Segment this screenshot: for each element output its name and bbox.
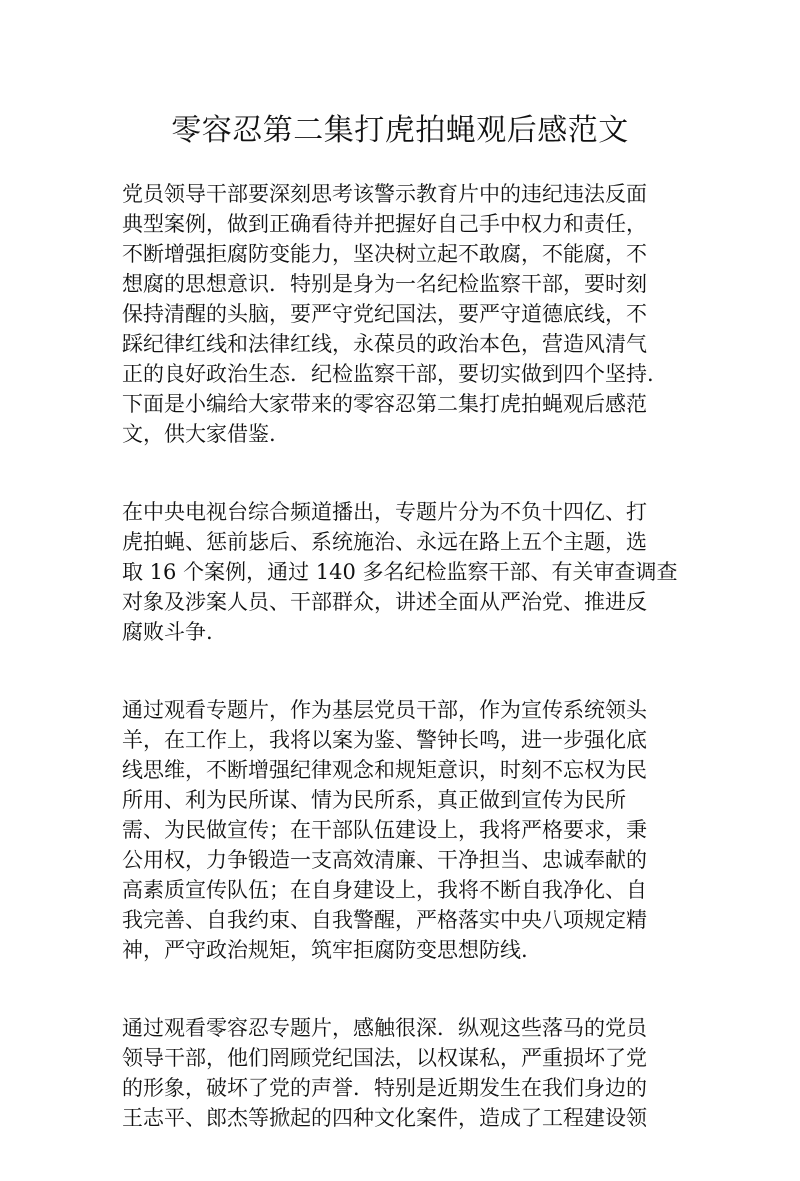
text-line: 腐败斗争. bbox=[122, 620, 213, 644]
document-title: 零容忍第二集打虎拍蝇观后感范文 bbox=[171, 113, 629, 148]
text-line: 通过观看零容忍专题片，感触很深．纵观这些落马的党员 bbox=[122, 1016, 647, 1040]
text-line: 党员领导干部要深刻思考该警示教育片中的违纪违法反面 bbox=[122, 182, 647, 206]
text-line: 高素质宣传队伍；在自身建设上，我将不断自我净化、自 bbox=[122, 878, 647, 902]
paragraph-1 bbox=[122, 179, 678, 449]
text-line: 典型案例，做到正确看待并把握好自己手中权力和责任， bbox=[122, 212, 647, 236]
text-line: 需、为民做宣传；在干部队伍建设上，我将严格要求，秉 bbox=[122, 818, 647, 842]
text-line: 踩纪律红线和法律红线，永葆员的政治本色，营造风清气 bbox=[122, 332, 647, 356]
text-line: 想腐的思想意识．特别是身为一名纪检监察干部，要时刻 bbox=[122, 272, 647, 296]
text-line: 线思维，不断增强纪律观念和规矩意识，时刻不忘权为民 bbox=[122, 758, 647, 782]
text-line: 所用、利为民所谋、情为民所系，真正做到宣传为民所 bbox=[122, 788, 626, 812]
text-line: 在中央电视台综合频道播出，专题片分为不负十四亿、打 bbox=[122, 500, 647, 524]
text-line: 王志平、郎杰等掀起的四种文化案件，造成了工程建设领 bbox=[122, 1106, 647, 1130]
text-line: 羊，在工作上，我将以案为鉴、警钟长鸣，进一步强化底 bbox=[122, 728, 647, 752]
text-line: 不断增强拒腐防变能力，坚决树立起不敢腐，不能腐，不 bbox=[122, 242, 647, 266]
text-line: 下面是小编给大家带来的零容忍第二集打虎拍蝇观后感范 bbox=[122, 392, 647, 416]
paragraph-2 bbox=[122, 497, 678, 647]
document-body bbox=[122, 179, 678, 1181]
paragraph-3 bbox=[122, 695, 678, 965]
text-line: 虎拍蝇、惩前毖后、系统施治、永远在路上五个主题，选 bbox=[122, 530, 647, 554]
text-line: 文，供大家借鉴. bbox=[122, 422, 276, 446]
text-line: 我完善、自我约束、自我警醒，严格落实中央八项规定精 bbox=[122, 908, 647, 932]
text-line: 领导干部，他们罔顾党纪国法，以权谋私，严重损坏了党 bbox=[122, 1046, 647, 1070]
text-line: 神，严守政治规矩，筑牢拒腐防变思想防线. bbox=[122, 938, 528, 962]
text-line: 对象及涉案人员、干部群众，讲述全面从严治党、推进反 bbox=[122, 590, 647, 614]
text-line: 公用权，力争锻造一支高效清廉、干净担当、忠诚奉献的 bbox=[122, 848, 647, 872]
text-line: 取 16 个案例，通过 140 多名纪检监察干部、有关审查调查 bbox=[122, 560, 678, 584]
text-line: 的形象，破坏了党的声誉．特别是近期发生在我们身边的 bbox=[122, 1076, 647, 1100]
text-line: 通过观看专题片，作为基层党员干部，作为宣传系统领头 bbox=[122, 698, 647, 722]
text-line: 正的良好政治生态．纪检监察干部，要切实做到四个坚持. bbox=[122, 362, 654, 386]
paragraph-4 bbox=[122, 1013, 678, 1133]
text-line: 保持清醒的头脑，要严守党纪国法，要严守道德底线，不 bbox=[122, 302, 647, 326]
